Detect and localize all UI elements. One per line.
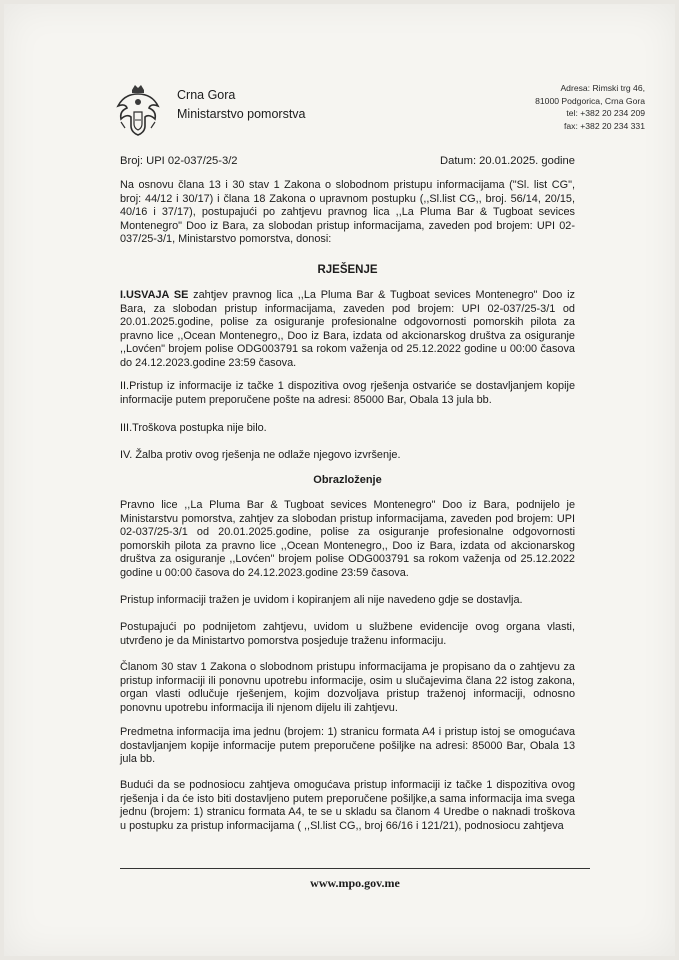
footer-website: www.mpo.gov.me [310,876,400,890]
reasoning-title: Obrazloženje [313,474,382,486]
dispositive-item-4 [120,449,575,463]
ministry-title: Ministarstvo pomorstva [177,107,306,121]
montenegro-coat-of-arms-icon [114,82,162,138]
country-name: Crna Gora [177,88,236,102]
reasoning-text: Predmetna informacija ima jednu (brojem: 1) stranicu formata A4 i pristup istoj se omogućava dostavljanjem kopije informacije putem preporučene pošiljke na adresi: 85000 Bar, Obala 13 jula bb. [120,726,575,766]
approval-label: I.USVAJA SE [120,289,189,301]
reasoning-paragraph-2 [120,594,575,608]
fax-number: fax: +382 20 234 331 [564,120,645,131]
dispositive-item-3-text: III.Troškova postupka nije bilo. [120,422,267,434]
intro-paragraph [120,179,575,247]
contact-address [535,82,645,132]
document-date: Datum: 20.01.2025. godine [440,155,575,167]
reasoning-paragraph-3 [120,621,575,648]
reasoning-text: Članom 30 stav 1 Zakona o slobodnom pristupu informacijama je propisano da o zahtjevu za pristup informaciji ili ponovnu upotrebu informacije, osim u slučajevima člana 22 istog zakona, organ vlasti odlučuje rješenjem, kojim dozvoljava pristup traženoj informaciji, odnosno ponovnu upotrebu informacija ili njenom dijelu ili zahtjevu. [120,661,575,714]
document-page [4,4,675,956]
address-line: Adresa: Rimski trg 46, [560,83,645,93]
reasoning-text: Pristup informaciji tražen je uvidom i kopiranjem ali nije navedeno gdje se dostavlja. [120,594,523,606]
dispositive-item-4-text: IV. Žalba protiv ovog rješenja ne odlaže njegovo izvršenje. [120,449,401,461]
reasoning-paragraph-5 [120,726,575,767]
reasoning-paragraph-6 [120,779,575,833]
dispositive-item-2-text: II.Pristup iz informacije iz tačke 1 dispozitiva ovog rješenja ostvariće se dostavljanjem kopije informacije putem preporučene pošte na adresi: 85000 Bar, Obala 13 jula bb. [120,380,575,406]
document-number: Broj: UPI 02-037/25-3/2 [120,155,238,167]
reasoning-text: Pravno lice ,,La Pluma Bar & Tugboat sevices Montenegro" Doo iz Bara, podnijelo je Ministarstvu pomorstva, zahtjev za slobodan pristup informacijama, zaveden pod brojem: UPI 02-037/25-3/1 od 20.01.2025.godine, polise za osiguranje profesionalne odgovornosti pomorskih pilota za pravno lice ,,Ocean Montenegro,, Doo iz Bara, izdata od akcionarskog društva za osiguranje ,,Lovćen" brojem polise ODG003791 sa rokom važenja od 25.12.2022 godine u 00:00 časova do 24.12.2023.godine 23:59 časova. [120,499,575,579]
reference-row [120,155,575,167]
reasoning-paragraph-1 [120,499,575,581]
footer-divider [120,868,590,869]
reasoning-text: Budući da se podnosiocu zahtjeva omogućava pristup informaciji iz tačke 1 dispozitiva ovog rješenja i da će isto biti dostavljeno putem preporučene pošiljke,a sama informacija ima svega jednu (brojem: 1) stranicu formata A4, te se u skladu sa članom 4 Uredbe o naknadi troškova u postupku za pristup informacijama ( ,,Sl.list CG,, broj 66/16 i 121/21), podnosiocu zahtjeva [120,779,575,832]
address-city: 81000 Podgorica, Crna Gora [535,95,645,106]
intro-text: Na osnovu člana 13 i 30 stav 1 Zakona o slobodnom pristupu informacijama ("Sl. list CG", broj: 44/12 i 30/17) i člana 18 Zakona o upravnom postupku (,,Sl.list CG,, broj. 56/14, 20/15, 40/16 i 37/17), postupajući po zahtjevu pravnog lica ,,La Pluma Bar & Tugboat sevices Montenegro" Doo iz Bara, za slobodan pristup informacijama, zaveden pod brojem: UPI 02-037/25-3/1, Ministarstvo pomorstva, donosi: [120,179,575,246]
phone-number: tel: +382 20 234 209 [566,108,645,119]
decision-title: RJEŠENJE [317,264,378,276]
ministry-name [177,86,306,124]
dispositive-item-1-text: zahtjev pravnog lica ,,La Pluma Bar & Tugboat sevices Montenegro" Doo iz Bara, za slobodan pristup informacijama, zaveden pod brojem: UPI 02-037/25-3/1 od 20.01.2025.godine, polise za osiguranje profesionalne odgovornosti pomorskih pilota za pravno lice ,,Ocean Montenegro,, Doo iz Bara, izdata od akcionarskog društva za osiguranje ,,Lovćen" brojem polise ODG003791 sa rokom važenja od 25.12.2022 godine u 00:00 časova do 24.12.2023.godine 23:59 časova. [120,289,575,369]
dispositive-item-3 [120,422,575,436]
dispositive-item-2 [120,380,575,407]
reasoning-paragraph-4 [120,661,575,715]
dispositive-item-1 [120,289,575,371]
reasoning-text: Postupajući po podnijetom zahtjevu, uvidom u službene evidencije ovog organa vlasti, utvrđeno je da Ministartvo pomorstva posjeduje traženu informaciju. [120,621,575,647]
